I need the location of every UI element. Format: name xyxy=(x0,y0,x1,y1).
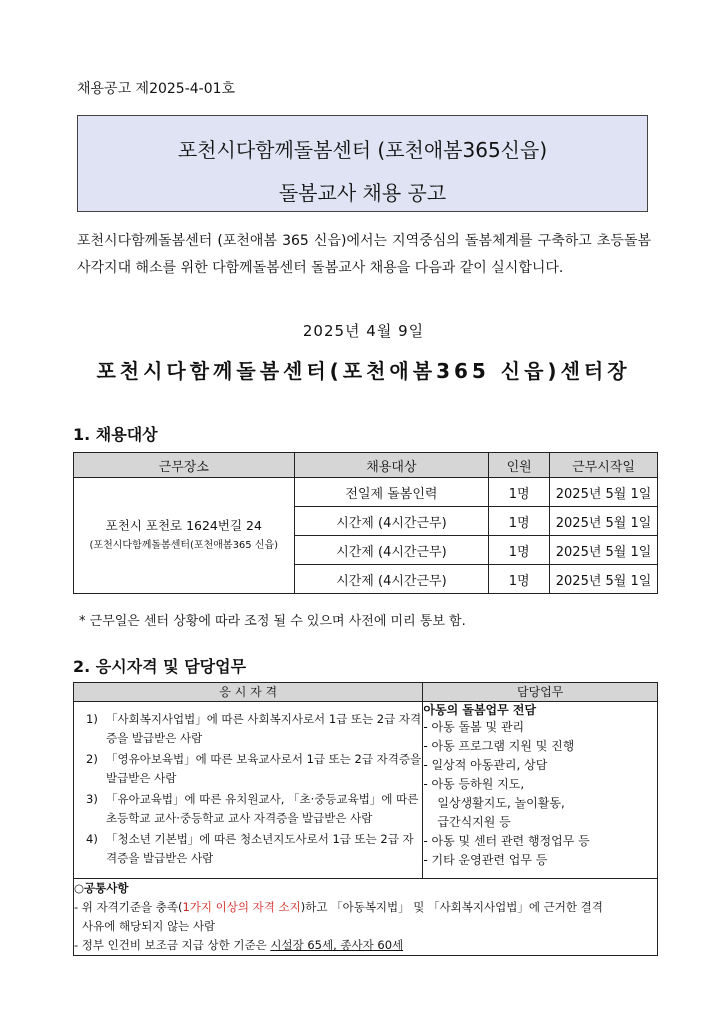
qualification-table xyxy=(73,682,658,956)
target-cell: 시간제 (4시간근무) xyxy=(294,507,489,536)
target-cell: 전일제 돌봄인력 xyxy=(294,478,489,507)
header-count: 인원 xyxy=(489,453,550,478)
age-limit-text: 시설장 65세, 종사자 60세 xyxy=(270,938,404,952)
start-cell: 2025년 5월 1일 xyxy=(550,507,658,536)
list-item: 2) 「영유아보육법」에 따른 보육교사로서 1급 또는 2급 자격증을 발급받은 사람 xyxy=(86,752,422,785)
common-requirements-cell xyxy=(74,879,658,956)
header-location: 근무장소 xyxy=(74,453,295,478)
common-line-2: 사유에 해당되지 않는 사람 xyxy=(82,919,216,933)
list-item: 3) 「유아교육법」에 따른 유치원교사, 「초·중등교육법」에 따른 초등학교 교사·중등학교 교사 자격증을 발급받은 사람 xyxy=(86,792,419,825)
count-cell: 1명 xyxy=(489,507,550,536)
list-item: - 아동 등하원 지도, xyxy=(423,777,525,791)
header-start-date: 근무시작일 xyxy=(550,453,658,478)
list-item: - 일상적 아동관리, 상담 xyxy=(423,758,548,772)
highlight-text: 1가지 이상의 자격 소지 xyxy=(182,900,301,914)
table-row xyxy=(74,702,658,879)
table-header-row xyxy=(74,683,658,702)
organization-signature: 포천시다함께돌봄센터(포천애봄365 신읍)센터장 xyxy=(96,359,631,383)
list-item: 급간식지원 등 xyxy=(437,815,511,829)
work-location-sub: (포천시다함께돌봄센터(포천애봄365 신읍) xyxy=(89,539,279,551)
list-item: 4) 「청소년 기본법」에 따른 청소년지도사로서 1급 또는 2급 자격증을 발급받은 사람 xyxy=(86,832,414,865)
recruitment-table xyxy=(73,452,658,594)
common-line-1: - 위 자격기준을 충족(1가지 이상의 자격 소지)하고 「아동복지법」 및 「사회복지사업법」에 근거한 결격 xyxy=(74,900,603,914)
work-location-cell xyxy=(74,478,295,594)
count-cell: 1명 xyxy=(489,565,550,594)
notice-number: 채용공고 제2025-4-01호 xyxy=(77,81,236,97)
intro-paragraph: 포천시다함께돌봄센터 (포천애봄 365 신읍)에서는 지역중심의 돌봄체계를 구축하고 초등돌봄 사각지대 해소를 위한 다함께돌봄센터 돌봄교사 채용을 다음과 같이 실시합니다. xyxy=(77,233,651,276)
header-target: 채용대상 xyxy=(294,453,489,478)
title-box xyxy=(77,115,648,212)
qualification-list xyxy=(74,710,422,868)
section-2-heading: 2. 응시자격 및 담당업무 xyxy=(73,657,247,676)
table-row xyxy=(74,478,658,507)
common-line-3: - 정부 인건비 보조금 지급 상한 기준은 시설장 65세, 종사자 60세 xyxy=(74,938,404,952)
target-cell: 시간제 (4시간근무) xyxy=(294,565,489,594)
start-cell: 2025년 5월 1일 xyxy=(550,536,658,565)
duty-cell xyxy=(423,702,658,879)
title-line-1: 포천시다함께돌봄센터 (포천애봄365신읍) xyxy=(177,138,548,162)
common-heading: ○공통사항 xyxy=(74,881,129,895)
header-qualification: 응 시 자 격 xyxy=(74,683,423,702)
work-location: 포천시 포천로 1624번길 24 xyxy=(105,517,262,533)
target-cell: 시간제 (4시간근무) xyxy=(294,536,489,565)
list-item: 일상생활지도, 놀이활동, xyxy=(437,796,565,810)
list-item: - 기타 운영관련 업무 등 xyxy=(423,853,548,867)
start-cell: 2025년 5월 1일 xyxy=(550,565,658,594)
duty-title: 아동의 돌봄업무 전담 xyxy=(423,703,537,717)
list-item: - 아동 프로그램 지원 및 진행 xyxy=(423,739,575,753)
title-line-2: 돌봄교사 채용 공고 xyxy=(278,181,447,205)
count-cell: 1명 xyxy=(489,478,550,507)
list-item: - 아동 돌봄 및 관리 xyxy=(423,720,525,734)
table-header-row xyxy=(74,453,658,478)
work-day-note: * 근무일은 센터 상황에 따라 조정 될 수 있으며 사전에 미리 통보 함. xyxy=(79,614,466,629)
count-cell: 1명 xyxy=(489,536,550,565)
list-item: - 아동 및 센터 관련 행정업무 등 xyxy=(423,834,590,848)
table-row xyxy=(74,879,658,956)
announcement-date: 2025년 4월 9일 xyxy=(302,322,425,340)
list-item: 1) 「사회복지사업법」에 따른 사회복지사로서 1급 또는 2급 자격증을 발급받은 사람 xyxy=(86,712,422,745)
start-cell: 2025년 5월 1일 xyxy=(550,478,658,507)
section-1-heading: 1. 채용대상 xyxy=(73,425,158,444)
header-duty: 담당업무 xyxy=(423,683,658,702)
qualification-cell xyxy=(74,702,423,879)
